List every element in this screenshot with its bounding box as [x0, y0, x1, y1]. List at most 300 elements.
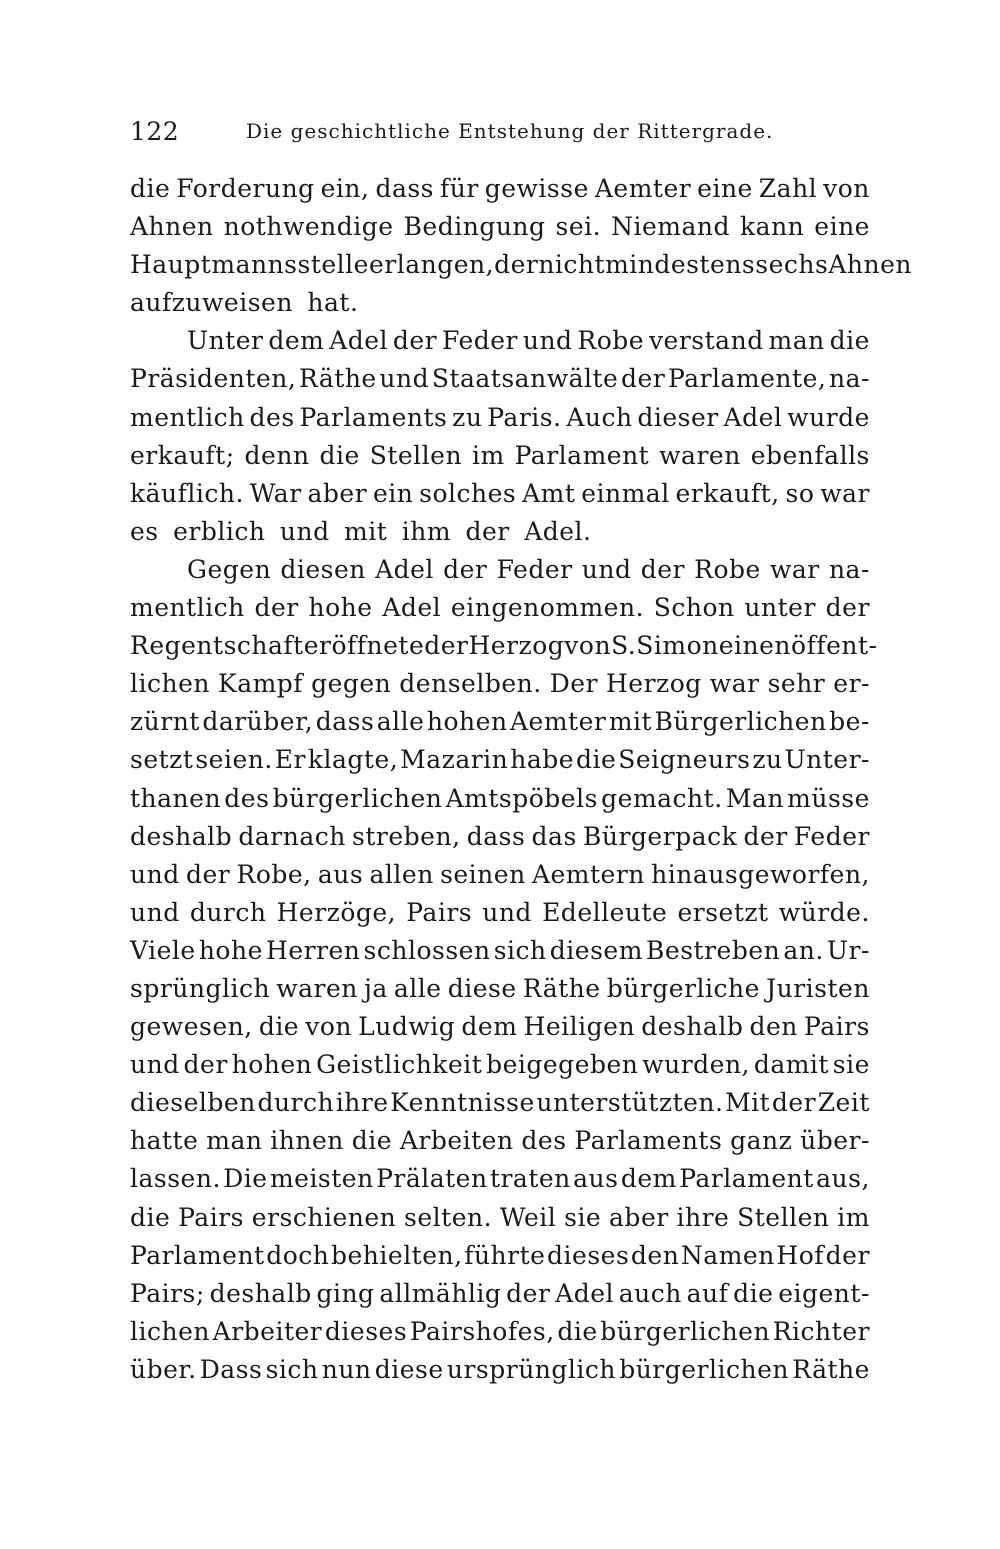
word: waren: [659, 440, 741, 470]
word: der: [640, 554, 685, 584]
word: darnach: [238, 821, 346, 851]
word: durch: [257, 1088, 335, 1118]
word: die: [733, 1278, 774, 1308]
word: Mit: [725, 1088, 771, 1118]
text-line: [130, 1008, 870, 1046]
word: Pairs;: [130, 1278, 205, 1308]
word: gewisse: [484, 174, 589, 203]
word: Adel: [723, 402, 783, 432]
word: nun: [321, 1354, 372, 1384]
text-line: [130, 1237, 870, 1275]
text-line: [130, 780, 870, 818]
word: Pairs: [804, 1012, 870, 1042]
word: eingenommen.: [450, 593, 645, 623]
word: Feder: [441, 326, 518, 356]
word: von: [305, 1012, 353, 1042]
word: hohen: [231, 1050, 313, 1080]
word: eine: [697, 174, 753, 203]
text-line: [130, 703, 870, 741]
word: Weil: [499, 1202, 557, 1232]
word: und: [279, 516, 345, 546]
word: die: [351, 1126, 392, 1156]
word: Bürgerpack: [583, 821, 738, 851]
word: der: [771, 1088, 817, 1118]
word: die: [130, 1202, 171, 1232]
word: Prälaten: [376, 1164, 488, 1194]
word: führte: [464, 1240, 546, 1270]
word: Herzog: [468, 631, 565, 661]
word: ein: [372, 478, 414, 508]
word: Staatsanwälte: [431, 364, 619, 394]
word: Gegen: [187, 554, 272, 584]
word: hatte: [130, 1126, 199, 1156]
word: Arbeiter: [212, 1316, 323, 1346]
word: Ludwig: [358, 1012, 456, 1042]
word: war: [820, 478, 870, 508]
word: denn: [244, 440, 310, 470]
word: doch: [266, 1240, 330, 1270]
word: des: [249, 402, 295, 432]
word: dieser: [637, 402, 719, 432]
word: den: [749, 1012, 798, 1042]
word: auf: [686, 1278, 729, 1308]
word: War: [249, 478, 302, 508]
word: ursprünglich: [446, 1354, 616, 1384]
word: nicht: [538, 250, 606, 280]
word: die: [829, 326, 870, 356]
word: hohe: [198, 935, 263, 965]
word: von: [823, 174, 870, 203]
word: Arbeiten: [399, 1126, 514, 1156]
word: Unter: [187, 326, 264, 356]
word: mentlich: [130, 402, 245, 432]
word: es: [130, 516, 174, 546]
word: Ahnen: [130, 212, 214, 242]
text-line: [130, 932, 870, 970]
word: einen: [718, 631, 792, 661]
word: bürgerlichen: [600, 1316, 771, 1346]
word: und: [522, 326, 573, 356]
word: alle: [393, 973, 442, 1003]
word: Mazarin: [400, 745, 509, 775]
word: der: [254, 593, 299, 623]
word: die: [258, 1012, 300, 1042]
word: mit: [344, 516, 402, 546]
word: zürnt: [130, 707, 200, 737]
word: den: [630, 1240, 680, 1270]
word: Hauptmannsstelle: [130, 250, 369, 280]
word: gegen: [311, 669, 392, 699]
text-line: [130, 665, 870, 703]
word: Der: [549, 669, 598, 699]
text-line: [130, 1084, 870, 1122]
word: na-: [828, 554, 870, 584]
word: und: [482, 897, 532, 927]
word: der: [621, 364, 666, 394]
word: streben,: [352, 821, 461, 851]
word: wurde: [787, 402, 870, 432]
text-line: [130, 437, 870, 475]
text-line: [130, 1046, 870, 1084]
word: von: [564, 631, 612, 661]
word: dass: [315, 707, 375, 737]
word: aufzuweisen: [130, 288, 308, 318]
text-line: [130, 627, 878, 665]
word: dieses: [324, 1316, 408, 1346]
word: dem: [461, 1012, 518, 1042]
word: Viele: [130, 935, 196, 965]
word: mindestens: [605, 250, 756, 280]
word: Parlament: [679, 1164, 814, 1194]
word: Parlament: [514, 440, 650, 470]
text-line: [130, 246, 912, 284]
word: erschienen: [251, 1202, 397, 1232]
word: müsse: [787, 783, 870, 813]
word: dem: [620, 1164, 677, 1194]
word: erkauft,: [675, 478, 780, 508]
word: so: [785, 478, 815, 508]
word: Räthe: [298, 364, 377, 394]
word: Er: [274, 745, 306, 775]
word: auch: [618, 1278, 682, 1308]
word: Hof: [776, 1240, 825, 1270]
word: seinen: [440, 859, 526, 889]
text-line: [130, 589, 870, 627]
word: Pairshofes,: [409, 1316, 555, 1346]
word: beigegeben: [486, 1050, 639, 1080]
word: seien.: [195, 745, 273, 775]
word: der: [424, 631, 469, 661]
word: Paris.: [487, 402, 562, 432]
word: und: [130, 897, 180, 927]
word: würde.: [778, 897, 870, 927]
word: Adel: [555, 1278, 615, 1308]
word: Richter: [772, 1316, 870, 1346]
word: unter: [744, 593, 816, 623]
word: Pairs: [178, 1202, 244, 1232]
word: unterstützten.: [536, 1088, 724, 1118]
word: Amtspöbels: [445, 783, 598, 813]
word: solches: [419, 478, 517, 508]
text-line: [130, 208, 870, 246]
word: Zeit: [817, 1088, 870, 1118]
word: allen: [369, 859, 434, 889]
word: Feder: [496, 554, 573, 584]
word: S.: [611, 631, 637, 661]
word: diese: [374, 1354, 444, 1384]
word: ebenfalls: [750, 440, 870, 470]
word: Räthe: [522, 973, 601, 1003]
word: Bürgerlichen: [654, 707, 827, 737]
running-head: [130, 117, 870, 153]
word: Zahl: [758, 174, 818, 203]
word: diese: [447, 973, 517, 1003]
word: Auch: [566, 402, 633, 432]
word: gewesen,: [130, 1012, 253, 1042]
word: und: [130, 859, 180, 889]
running-title: Die geschichtliche Entstehung der Rittergrade.: [246, 119, 774, 143]
word: des: [224, 783, 270, 813]
word: der: [183, 1050, 228, 1080]
word: aus,: [816, 1164, 870, 1194]
word: ja: [364, 973, 388, 1003]
word: verstand: [648, 326, 764, 356]
word: Dass: [199, 1354, 263, 1384]
word: Bestreben: [646, 935, 781, 965]
word: einmal: [581, 478, 670, 508]
word: selten.: [404, 1202, 493, 1232]
word: dass: [466, 821, 526, 851]
word: deshalb: [209, 1278, 312, 1308]
page-number: 122: [130, 117, 180, 146]
word: eine: [814, 212, 870, 242]
word: Pairs: [406, 897, 473, 927]
word: Ahnen: [828, 250, 912, 280]
text-line: [130, 284, 870, 322]
word: damit: [753, 1050, 829, 1080]
word: und: [581, 554, 632, 584]
word: ihnen: [270, 1126, 344, 1156]
text-line: [130, 360, 870, 398]
word: man: [206, 1126, 263, 1156]
text-line: [130, 1160, 870, 1198]
word: man: [768, 326, 825, 356]
word: nothwendige: [223, 212, 394, 242]
word: Schon: [653, 593, 735, 623]
word: Kenntnisse: [390, 1088, 535, 1118]
word: meisten: [269, 1164, 374, 1194]
word: Kampf: [218, 669, 304, 699]
word: sie: [832, 1050, 870, 1080]
word: und: [379, 364, 430, 394]
word: diesen: [280, 554, 366, 584]
word: Bedingung: [403, 212, 546, 242]
text-line: [130, 894, 870, 932]
word: der: [825, 593, 870, 623]
word: darüber,: [202, 707, 314, 737]
text-line: [130, 970, 870, 1008]
word: aus: [317, 859, 364, 889]
word: zu: [752, 745, 783, 775]
word: Parlaments: [574, 1126, 723, 1156]
word: über.: [130, 1354, 197, 1384]
word: der: [185, 859, 231, 889]
word: sechs: [755, 250, 829, 280]
word: Man: [725, 783, 784, 813]
text-line: [130, 475, 870, 513]
word: Herzog: [606, 669, 702, 699]
word: ihre: [676, 1202, 730, 1232]
word: sprünglich: [130, 973, 271, 1003]
word: erblich: [173, 516, 280, 546]
word: Robe: [694, 554, 761, 584]
word: Präsidenten,: [130, 364, 297, 394]
word: dass: [375, 174, 435, 203]
text-line: [130, 322, 870, 360]
word: sich: [493, 935, 547, 965]
body-text: [130, 170, 912, 1389]
word: der: [465, 516, 525, 546]
word: Feder: [793, 821, 870, 851]
word: das: [531, 821, 577, 851]
word: Adel: [375, 554, 434, 584]
word: diesem: [549, 935, 643, 965]
word: denselben.: [399, 669, 542, 699]
word: Amt: [522, 478, 576, 508]
word: ein,: [320, 174, 370, 203]
word: erkauft;: [130, 440, 235, 470]
word: aber: [307, 478, 368, 508]
word: Aemter: [594, 174, 692, 203]
word: sehr: [767, 669, 826, 699]
text-line: [130, 1199, 870, 1237]
word: alle: [376, 707, 425, 737]
word: sich: [265, 1354, 319, 1384]
word: Geistlichkeit: [316, 1050, 483, 1080]
word: lichen: [130, 1316, 210, 1346]
word: habe: [510, 745, 575, 775]
word: ihm: [401, 516, 466, 546]
word: wurden,: [642, 1050, 750, 1080]
word: der: [494, 250, 539, 280]
word: lassen.: [130, 1164, 221, 1194]
word: der: [506, 1278, 551, 1308]
word: Robe: [577, 326, 645, 356]
word: dieselben: [130, 1088, 256, 1118]
word: Herzöge,: [276, 897, 397, 927]
word: der: [825, 1240, 870, 1270]
word: des: [521, 1126, 567, 1156]
word: allmählig: [379, 1278, 502, 1308]
word: sei.: [555, 212, 602, 242]
text-line: [130, 1351, 870, 1389]
word: durch: [189, 897, 267, 927]
word: war: [770, 554, 820, 584]
word: bürgerlichen: [619, 1354, 789, 1384]
word: ging: [316, 1278, 375, 1308]
word: be-: [829, 707, 870, 737]
word: der: [392, 326, 438, 356]
word: über-: [800, 1126, 870, 1156]
word: deshalb: [641, 1012, 744, 1042]
word: dem: [268, 326, 325, 356]
word: dieses: [547, 1240, 630, 1270]
word: Niemand: [611, 212, 731, 242]
word: gemacht.: [601, 783, 723, 813]
word: Parlamente,: [667, 364, 827, 394]
word: Adel: [382, 593, 442, 623]
text-line: [130, 1275, 870, 1313]
word: Simon: [636, 631, 719, 661]
word: mit: [608, 707, 653, 737]
word: ganz: [730, 1126, 793, 1156]
word: erlangen,: [368, 250, 495, 280]
word: der: [743, 821, 788, 851]
word: Parlament: [130, 1240, 265, 1270]
word: Adel.: [524, 516, 592, 546]
word: bürgerliche: [606, 973, 760, 1003]
text-line: [130, 741, 870, 779]
word: behielten,: [331, 1240, 463, 1270]
word: deshalb: [130, 821, 233, 851]
word: Adel: [329, 326, 389, 356]
word: und: [130, 1050, 180, 1080]
word: Edelleute: [542, 897, 668, 927]
word: Ur-: [826, 935, 870, 965]
word: Heiligen: [523, 1012, 636, 1042]
word: Parlaments: [299, 402, 448, 432]
text-line: [130, 513, 870, 551]
word: Aemter: [510, 707, 607, 737]
word: im: [837, 1202, 870, 1232]
word: eigent-: [778, 1278, 870, 1308]
word: na-: [829, 364, 870, 394]
word: sie: [564, 1202, 602, 1232]
word: Forderung: [176, 174, 315, 203]
text-line: [130, 170, 870, 208]
word: mentlich: [130, 593, 245, 623]
word: Robe,: [236, 859, 312, 889]
word: Seigneurs: [618, 745, 751, 775]
word: hohe: [308, 593, 373, 623]
word: Stellen: [737, 1202, 830, 1232]
word: waren: [276, 973, 358, 1003]
word: Regentschaft: [130, 631, 304, 661]
word: der: [443, 554, 488, 584]
word: Aemtern: [531, 859, 645, 889]
word: hohen: [426, 707, 508, 737]
word: Namen: [680, 1240, 775, 1270]
word: aber: [609, 1202, 669, 1232]
word: lichen: [130, 669, 210, 699]
word: aus: [573, 1164, 619, 1194]
text-line: [130, 1122, 870, 1160]
word: bürgerlichen: [272, 783, 443, 813]
word: im: [471, 440, 505, 470]
word: hat.: [307, 288, 359, 318]
word: Herren: [266, 935, 361, 965]
word: Die: [223, 1164, 268, 1194]
word: traten: [489, 1164, 571, 1194]
word: eröffnete: [303, 631, 425, 661]
word: setzt: [130, 745, 194, 775]
word: käuflich.: [130, 478, 244, 508]
text-line: [130, 551, 870, 589]
word: die: [575, 745, 617, 775]
word: die: [319, 440, 360, 470]
text-line: [130, 856, 870, 894]
word: die: [557, 1316, 598, 1346]
text-line: [130, 1313, 870, 1351]
word: Stellen: [369, 440, 463, 470]
word: Räthe: [792, 1354, 870, 1384]
word: kann: [740, 212, 805, 242]
word: Unter-: [784, 745, 870, 775]
word: ihre: [335, 1088, 389, 1118]
word: thanen: [130, 783, 222, 813]
word: Juristen: [766, 973, 870, 1003]
word: hinausgeworfen,: [651, 859, 870, 889]
word: schlossen: [363, 935, 491, 965]
word: für: [439, 174, 479, 203]
word: die: [130, 174, 171, 203]
word: ersetzt: [677, 897, 769, 927]
word: öffent-: [791, 631, 878, 661]
word: er-: [833, 669, 870, 699]
word: zu: [452, 402, 483, 432]
word: an.: [783, 935, 824, 965]
word: war: [709, 669, 760, 699]
